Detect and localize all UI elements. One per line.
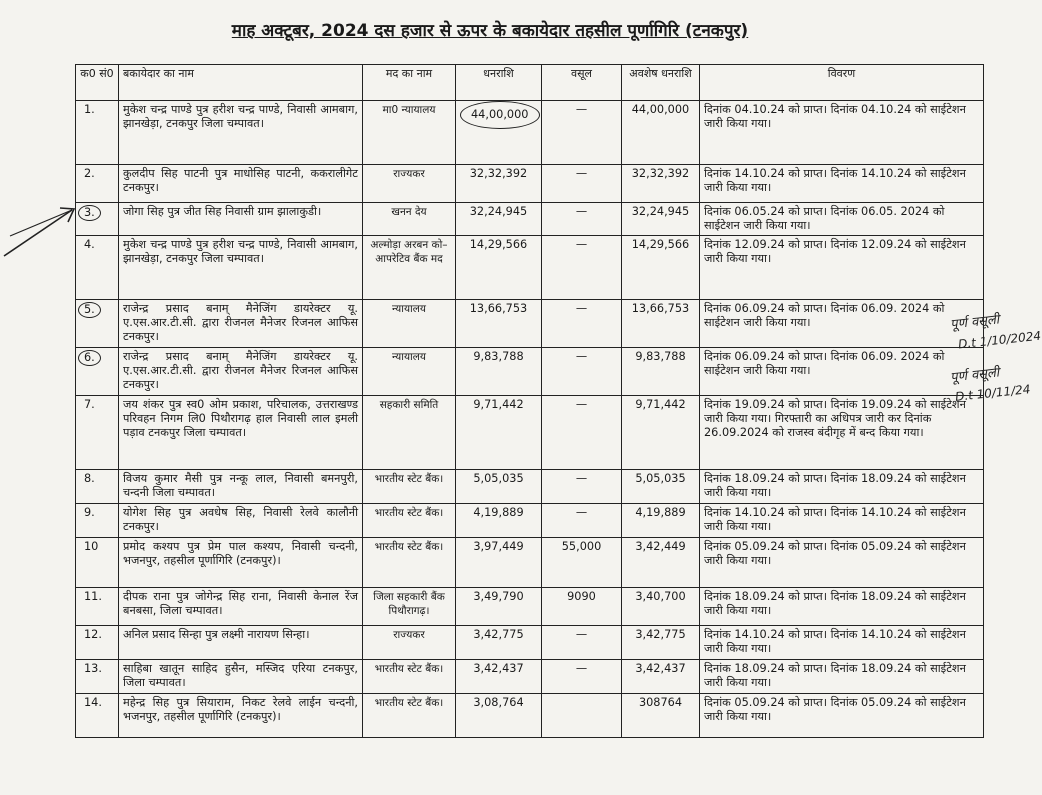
cell-head-text: राज्यकर [393, 629, 425, 641]
cell-name-text: मुकेश चन्द्र पाण्डे पुत्र हरीश चन्द्र पाण्डे, निवासी आमबाग, झानखेड़ा, टनकपुर जिला चम्पावत। [123, 103, 358, 130]
cell-head-text: न्यायालय [392, 303, 426, 315]
cell-head-text: भारतीय स्टेट बैंक। [374, 507, 444, 519]
cell-detail-text: दिनांक 06.05.24 को प्राप्त। दिनांक 06.05. 2024 को साईटेशन जारी किया गया। [704, 205, 945, 232]
cell-recovered [542, 300, 622, 348]
cell-head [363, 236, 456, 300]
header-sn: क0 सं0 [76, 65, 119, 101]
cell-detail [700, 538, 984, 588]
cell-head [363, 470, 456, 504]
cell-recovered [542, 165, 622, 203]
cell-recovered-text: — [575, 238, 588, 251]
cell-name-text: दीपक राना पुत्र जोगेन्द्र सिह राना, निवासी केनाल रेंज बनबसा, जिला चम्पावत। [123, 590, 358, 617]
cell-balance [622, 236, 700, 300]
cell-detail [700, 396, 984, 470]
cell-amount [456, 300, 542, 348]
cell-detail-text: दिनांक 18.09.24 को प्राप्त। दिनांक 18.09.24 को साईटेशन जारी किया गया। [704, 472, 966, 499]
cell-balance [622, 348, 700, 396]
cell-recovered-text: — [575, 103, 588, 116]
cell-name [119, 348, 363, 396]
cell-recovered [542, 660, 622, 694]
table-row [76, 203, 984, 236]
cell-name-text: कुलदीप सिह पाटनी पुत्र माधोसिह पाटनी, ककरालीगेट टनकपुर। [123, 167, 358, 194]
cell-detail-text: दिनांक 19.09.24 को प्राप्त। दिनांक 19.09.24 को साईटेशन जारी किया गया। गिरफ्तारी का अधिपत्र जारी कर दिनांक 26.09.2024 को राजस्व बंदीगृह में बन्द किया गया। [704, 398, 966, 439]
cell-name-text: प्रमोद कश्यप पुत्र प्रेम पाल कश्यप, निवासी चन्दनी, भजनपुर, तहसील पूर्णागिरि (टनकपुर)। [123, 540, 358, 567]
cell-recovered [542, 236, 622, 300]
cell-balance [622, 538, 700, 588]
cell-balance-text: 3,42,449 [635, 540, 686, 553]
cell-amount [456, 396, 542, 470]
table-row [76, 626, 984, 660]
cell-head [363, 588, 456, 626]
cell-name [119, 101, 363, 165]
table-row [76, 348, 984, 396]
cell-recovered [542, 396, 622, 470]
cell-balance [622, 470, 700, 504]
table-row [76, 694, 984, 738]
cell-name-text: योगेश सिह पुत्र अवधेष सिह, निवासी रेलवे कालौनी टनकपुर। [123, 506, 358, 533]
cell-detail-text: दिनांक 06.09.24 को प्राप्त। दिनांक 06.09. 2024 को साईटेशन जारी किया गया। [704, 302, 945, 329]
cell-detail [700, 300, 984, 348]
cell-head [363, 626, 456, 660]
handwritten-note-row6: पूर्ण वसूली [949, 365, 1000, 386]
table-row [76, 300, 984, 348]
cell-sn [76, 348, 119, 396]
cell-sn-text: 2. [84, 167, 95, 180]
cell-sn [76, 626, 119, 660]
table-row [76, 504, 984, 538]
cell-balance [622, 588, 700, 626]
cell-balance [622, 165, 700, 203]
cell-sn [76, 660, 119, 694]
cell-detail [700, 694, 984, 738]
cell-amount [456, 694, 542, 738]
cell-sn [76, 504, 119, 538]
cell-head [363, 165, 456, 203]
cell-detail [700, 660, 984, 694]
cell-recovered [542, 694, 622, 738]
cell-balance-text: 9,71,442 [635, 398, 686, 411]
cell-amount-text: 9,83,788 [473, 350, 524, 363]
cell-head [363, 101, 456, 165]
cell-amount-text: 14,29,566 [469, 238, 528, 251]
cell-name-text: मुकेश चन्द्र पाण्डे पुत्र हरीश चन्द्र पाण्डे, निवासी आमबाग, झानखेड़ा, टनकपुर जिला चम्पावत। [123, 238, 358, 265]
table-row [76, 396, 984, 470]
cell-balance-text: 5,05,035 [635, 472, 686, 485]
cell-amount [456, 626, 542, 660]
cell-name-text: साहिबा खातून साहिद हुसैन, मस्जिद एरिया टनकपुर, जिला चम्पावत। [123, 662, 358, 689]
cell-name [119, 588, 363, 626]
cell-sn-text: 8. [84, 472, 95, 485]
cell-balance-text: 3,40,700 [635, 590, 686, 603]
cell-sn [76, 396, 119, 470]
cell-recovered-text: — [575, 628, 588, 641]
cell-name-text: राजेन्द्र प्रसाद बनाम् मैनेजिंग डायरेक्टर यू. ए.एस.आर.टी.सी. द्वारा रीजनल मैनेजर रिजनल आफिस टनकपुर। [123, 302, 358, 343]
cell-detail [700, 165, 984, 203]
table-row [76, 236, 984, 300]
cell-recovered-text: 55,000 [561, 540, 602, 553]
cell-detail [700, 101, 984, 165]
cell-balance-text: 32,24,945 [631, 205, 690, 218]
cell-amount-text: 5,05,035 [473, 472, 524, 485]
cell-detail-text: दिनांक 14.10.24 को प्राप्त। दिनांक 14.10.24 को साईटेशन जारी किया गया। [704, 628, 966, 655]
cell-head-text: भारतीय स्टेट बैंक। [374, 541, 444, 553]
cell-sn-text: 12. [84, 628, 102, 641]
cell-name [119, 504, 363, 538]
cell-head-text: जिला सहकारी बैंक पिथौरागढ़। [373, 591, 445, 617]
cell-head [363, 694, 456, 738]
cell-sn-text: 10 [84, 540, 99, 553]
cell-balance [622, 101, 700, 165]
cell-recovered-text: — [575, 350, 588, 363]
cell-head-text: अल्मोड़ा अरबन को– आपरेटिव बैंक मद [370, 239, 448, 265]
cell-amount [456, 588, 542, 626]
cell-sn [76, 588, 119, 626]
cell-balance [622, 203, 700, 236]
cell-head-text: भारतीय स्टेट बैंक। [374, 663, 444, 675]
cell-recovered-text: — [575, 167, 588, 180]
cell-amount [456, 470, 542, 504]
cell-recovered [542, 470, 622, 504]
cell-name-text: जय शंकर पुत्र स्व0 ओम प्रकाश, परिचालक, उत्तराखण्ड परिवहन निगम लि0 पिथौरागढ़ हाल निवासी लाल इमली पड़ाव टनकपुर जिला चम्पावत। [123, 398, 358, 439]
cell-balance [622, 504, 700, 538]
cell-recovered [542, 101, 622, 165]
table-row [76, 165, 984, 203]
cell-name-text: विजय कुमार मैसी पुत्र नन्कू लाल, निवासी बमनपुरी, चन्दनी जिला चम्पावत। [123, 472, 358, 499]
cell-amount-text: 4,19,889 [473, 506, 524, 519]
cell-sn [76, 538, 119, 588]
table-header-row [76, 65, 984, 101]
cell-sn-text: 7. [84, 398, 95, 411]
cell-recovered [542, 504, 622, 538]
cell-head-text: खनन देय [391, 206, 427, 218]
handwritten-date-row6: D.t 10/11/24 [954, 382, 1031, 404]
cell-recovered [542, 538, 622, 588]
cell-head [363, 203, 456, 236]
cell-detail [700, 504, 984, 538]
cell-detail-text: दिनांक 14.10.24 को प्राप्त। दिनांक 14.10.24 को साईटेशन जारी किया गया। [704, 506, 966, 533]
cell-detail [700, 588, 984, 626]
cell-detail-text: दिनांक 05.09.24 को प्राप्त। दिनांक 05.09.24 को साईटेशन जारी किया गया। [704, 540, 966, 567]
cell-head-text: मा0 न्यायालय [382, 104, 436, 116]
cell-recovered [542, 203, 622, 236]
cell-head [363, 300, 456, 348]
cell-amount [456, 101, 542, 165]
cell-balance-text: 3,42,437 [635, 662, 686, 675]
cell-detail-text: दिनांक 14.10.24 को प्राप्त। दिनांक 14.10.24 को साईटेशन जारी किया गया। [704, 167, 966, 194]
cell-amount-text: 3,42,437 [473, 662, 524, 675]
cell-recovered-text: — [575, 398, 588, 411]
cell-sn-text: 1. [84, 103, 95, 116]
cell-balance-text: 44,00,000 [631, 103, 690, 116]
cell-amount [456, 348, 542, 396]
cell-sn-text: 3. [78, 205, 101, 221]
cell-detail-text: दिनांक 06.09.24 को प्राप्त। दिनांक 06.09. 2024 को साईटेशन जारी किया गया। [704, 350, 945, 377]
cell-recovered [542, 588, 622, 626]
header-amount: धनराशि [456, 65, 542, 101]
header-detail: विवरण [700, 65, 984, 101]
cell-amount-text: 3,97,449 [473, 540, 524, 553]
cell-sn-text: 14. [84, 696, 102, 709]
cell-recovered-text: — [575, 506, 588, 519]
table-row [76, 101, 984, 165]
cell-head [363, 538, 456, 588]
cell-detail [700, 203, 984, 236]
cell-recovered-text: 9090 [567, 590, 596, 603]
cell-recovered-text: — [575, 302, 588, 315]
cell-head [363, 660, 456, 694]
cell-name [119, 694, 363, 738]
table-row [76, 538, 984, 588]
cell-amount-text: 9,71,442 [473, 398, 524, 411]
cell-head-text: भारतीय स्टेट बैंक। [374, 473, 444, 485]
cell-balance-text: 4,19,889 [635, 506, 686, 519]
cell-amount [456, 165, 542, 203]
header-recovered: वसूल [542, 65, 622, 101]
cell-sn [76, 470, 119, 504]
cell-amount [456, 203, 542, 236]
cell-balance-text: 13,66,753 [631, 302, 690, 315]
cell-head-text: भारतीय स्टेट बैंक। [374, 697, 444, 709]
cell-balance-text: 9,83,788 [635, 350, 686, 363]
cell-sn-text: 6. [78, 350, 101, 366]
defaulters-table [75, 64, 984, 738]
cell-balance-text: 32,32,392 [631, 167, 690, 180]
cell-sn-text: 4. [84, 238, 95, 251]
cell-name [119, 236, 363, 300]
cell-balance-text: 14,29,566 [631, 238, 690, 251]
cell-sn-text: 11. [84, 590, 102, 603]
cell-head-text: सहकारी समिति [379, 399, 439, 411]
cell-sn-text: 9. [84, 506, 95, 519]
cell-amount-text: 13,66,753 [469, 302, 528, 315]
cell-detail-text: दिनांक 05.09.24 को प्राप्त। दिनांक 05.09.24 को साईटेशन जारी किया गया। [704, 696, 966, 723]
cell-amount-text: 44,00,000 [460, 101, 540, 129]
table-row [76, 588, 984, 626]
cell-head-text: राज्यकर [393, 168, 425, 180]
cell-amount [456, 538, 542, 588]
cell-sn-text: 13. [84, 662, 102, 675]
cell-recovered-text: — [575, 205, 588, 218]
header-head: मद का नाम [363, 65, 456, 101]
cell-detail-text: दिनांक 12.09.24 को प्राप्त। दिनांक 12.09.24 को साईटेशन जारी किया गया। [704, 238, 966, 265]
cell-sn [76, 694, 119, 738]
table-row [76, 470, 984, 504]
cell-recovered [542, 348, 622, 396]
cell-name-text: जोगा सिह पुत्र जीत सिह निवासी ग्राम झालाकुडी। [123, 205, 322, 218]
cell-head [363, 396, 456, 470]
cell-balance-text: 3,42,775 [635, 628, 686, 641]
cell-name [119, 626, 363, 660]
cell-detail [700, 470, 984, 504]
cell-amount-text: 3,08,764 [473, 696, 524, 709]
page-title: माह अक्टूबर, 2024 दस हजार से ऊपर के बकायेदार तहसील पूर्णागिरि (टनकपुर) [231, 21, 749, 41]
cell-balance [622, 626, 700, 660]
cell-detail [700, 626, 984, 660]
cell-amount-text: 32,24,945 [469, 205, 528, 218]
cell-sn-text: 5. [78, 302, 101, 318]
handwritten-arrow-icon [2, 196, 88, 266]
cell-balance-text: 308764 [638, 696, 683, 709]
cell-amount-text: 3,42,775 [473, 628, 524, 641]
cell-head-text: न्यायालय [392, 351, 426, 363]
header-balance: अवशेष धनराशि [622, 65, 700, 101]
cell-sn [76, 300, 119, 348]
cell-name-text: राजेन्द्र प्रसाद बनाम् मैनेजिंग डायरेक्टर यू. ए.एस.आर.टी.सी. द्वारा रीजनल मैनेजर रिजनल आफिस टनकपुर। [123, 350, 358, 391]
cell-detail-text: दिनांक 04.10.24 को प्राप्त। दिनांक 04.10.24 को साईटेशन जारी किया गया। [704, 103, 966, 130]
cell-detail-text: दिनांक 18.09.24 को प्राप्त। दिनांक 18.09.24 को साईटेशन जारी किया गया। [704, 590, 966, 617]
cell-name [119, 203, 363, 236]
cell-name [119, 165, 363, 203]
cell-detail [700, 236, 984, 300]
handwritten-note-row5: पूर्ण वसूली [949, 312, 1000, 333]
cell-recovered-text: — [575, 662, 588, 675]
cell-balance [622, 300, 700, 348]
cell-amount [456, 504, 542, 538]
header-name: बकायेदार का नाम [119, 65, 363, 101]
cell-detail-text: दिनांक 18.09.24 को प्राप्त। दिनांक 18.09.24 को साईटेशन जारी किया गया। [704, 662, 966, 689]
cell-head [363, 348, 456, 396]
cell-name [119, 396, 363, 470]
cell-amount-text: 3,49,790 [473, 590, 524, 603]
cell-name [119, 470, 363, 504]
cell-recovered [542, 626, 622, 660]
cell-name [119, 300, 363, 348]
handwritten-date-row5: D.t 1/10/2024 [957, 328, 1042, 352]
cell-name [119, 538, 363, 588]
cell-balance [622, 694, 700, 738]
cell-sn [76, 101, 119, 165]
cell-name-text: अनिल प्रसाद सिन्हा पुत्र लक्ष्मी नारायण सिन्हा। [123, 628, 310, 641]
cell-amount [456, 660, 542, 694]
cell-recovered-text: — [575, 472, 588, 485]
cell-balance [622, 396, 700, 470]
table-row [76, 660, 984, 694]
cell-name-text: महेन्द्र सिह पुत्र सियाराम, निकट रेलवे लाईन चन्दनी, भजनपुर, तहसील पूर्णागिरि (टनकपुर)। [123, 696, 358, 723]
cell-detail [700, 348, 984, 396]
cell-head [363, 504, 456, 538]
cell-name [119, 660, 363, 694]
cell-amount-text: 32,32,392 [469, 167, 528, 180]
cell-amount [456, 236, 542, 300]
cell-balance [622, 660, 700, 694]
